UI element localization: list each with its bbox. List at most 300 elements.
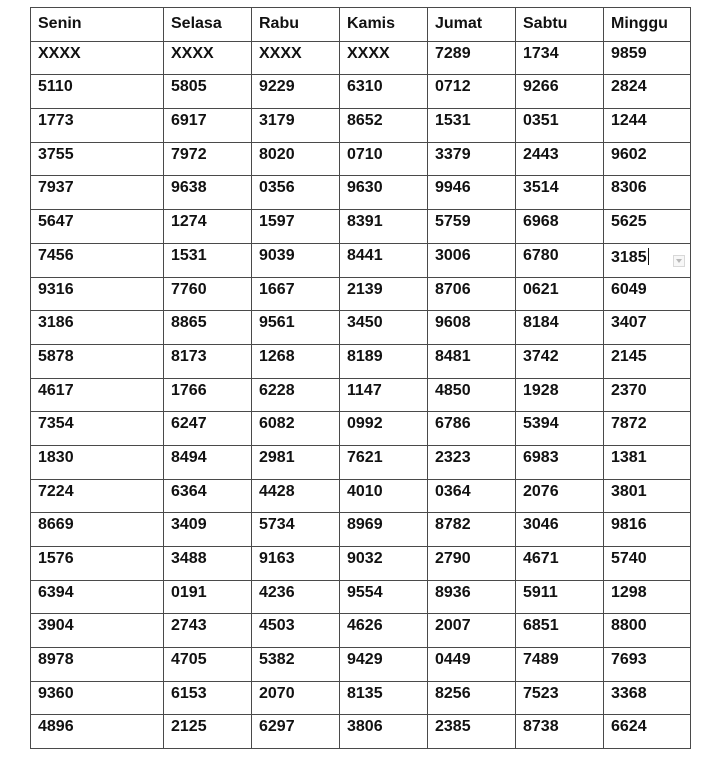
table-cell[interactable] bbox=[31, 547, 164, 581]
cell-value: 5911 bbox=[523, 583, 558, 601]
cell-value: 2145 bbox=[611, 347, 647, 365]
table-cell[interactable] bbox=[604, 142, 691, 176]
cell-value: 5394 bbox=[523, 415, 559, 433]
table-cell[interactable] bbox=[252, 715, 340, 749]
cell-value: 6228 bbox=[259, 381, 295, 399]
cell-value: 9859 bbox=[611, 44, 647, 62]
cell-value: 8782 bbox=[435, 516, 471, 534]
table-row bbox=[31, 445, 691, 479]
cell-value: 2443 bbox=[523, 145, 559, 163]
weekly-number-table bbox=[30, 7, 691, 749]
table-cell[interactable] bbox=[516, 109, 604, 143]
header-sabtu[interactable]: Sabtu bbox=[516, 8, 604, 42]
table-cell[interactable] bbox=[604, 445, 691, 479]
cell-value: 9429 bbox=[347, 651, 383, 669]
table-cell[interactable] bbox=[252, 210, 340, 244]
table-cell[interactable] bbox=[252, 412, 340, 446]
cell-value: 7224 bbox=[38, 482, 74, 500]
table-cell[interactable] bbox=[516, 715, 604, 749]
table-cell[interactable] bbox=[340, 614, 428, 648]
table-cell[interactable] bbox=[31, 311, 164, 345]
cell-value: 6394 bbox=[38, 583, 74, 601]
table-row bbox=[31, 277, 691, 311]
cell-value: 9032 bbox=[347, 550, 383, 567]
table-cell[interactable] bbox=[31, 715, 164, 749]
cell-value: 2007 bbox=[435, 617, 471, 635]
cell-value: 3755 bbox=[38, 145, 74, 163]
cell-value: 3379 bbox=[435, 145, 471, 163]
table-cell[interactable] bbox=[340, 75, 428, 109]
cell-value: 8135 bbox=[347, 684, 383, 702]
table-cell[interactable] bbox=[252, 277, 340, 311]
table-cell[interactable] bbox=[164, 614, 252, 648]
table-cell[interactable] bbox=[340, 445, 428, 479]
table-cell[interactable] bbox=[252, 311, 340, 345]
cell-value: 8738 bbox=[523, 718, 559, 736]
cell-value: 6968 bbox=[523, 213, 559, 231]
cell-value: 3046 bbox=[523, 516, 559, 534]
cell-value: 5110 bbox=[38, 78, 73, 96]
table-cell[interactable] bbox=[164, 142, 252, 176]
cell-value: 1766 bbox=[171, 381, 207, 399]
table-cell[interactable] bbox=[428, 243, 516, 277]
cell-value: 2385 bbox=[435, 718, 471, 736]
table-cell[interactable] bbox=[604, 412, 691, 446]
table-cell[interactable] bbox=[252, 75, 340, 109]
cell-value: 6153 bbox=[171, 684, 207, 702]
cell-value: 9266 bbox=[523, 78, 559, 96]
cell-value: 1244 bbox=[611, 112, 647, 130]
header-rabu[interactable]: Rabu bbox=[252, 8, 340, 42]
table-cell[interactable] bbox=[252, 142, 340, 176]
cell-value: 8652 bbox=[347, 112, 383, 130]
cell-value: 5734 bbox=[259, 516, 295, 534]
table-cell[interactable] bbox=[428, 277, 516, 311]
cell-value: 7972 bbox=[171, 145, 207, 163]
table-cell[interactable] bbox=[252, 513, 340, 547]
cell-value: 9360 bbox=[38, 684, 74, 702]
table-cell[interactable] bbox=[340, 547, 428, 581]
cell-value: 1381 bbox=[611, 448, 647, 466]
cell-value: 3801 bbox=[611, 482, 647, 500]
cell-value: 5647 bbox=[38, 213, 74, 231]
cell-value: 4503 bbox=[259, 617, 295, 635]
cell-value: 4617 bbox=[38, 381, 74, 399]
cell-value: 3514 bbox=[523, 179, 559, 197]
cell-value: 2824 bbox=[611, 78, 647, 96]
cell-value: 2981 bbox=[259, 448, 295, 466]
cell-value: 8969 bbox=[347, 516, 383, 534]
table-row bbox=[31, 109, 691, 143]
cell-value: 2076 bbox=[523, 482, 559, 500]
cell-value: 7289 bbox=[435, 44, 471, 62]
cell-value: 1773 bbox=[38, 112, 74, 130]
table-cell[interactable] bbox=[428, 142, 516, 176]
table-cell[interactable] bbox=[516, 277, 604, 311]
cell-value: 8978 bbox=[38, 651, 74, 669]
table-row bbox=[31, 412, 691, 446]
table-cell[interactable] bbox=[428, 614, 516, 648]
table-row bbox=[31, 75, 691, 109]
table-cell[interactable] bbox=[164, 479, 252, 513]
table-cell[interactable] bbox=[604, 715, 691, 749]
table-cell[interactable] bbox=[340, 648, 428, 682]
table-cell[interactable] bbox=[428, 412, 516, 446]
table-cell[interactable] bbox=[31, 378, 164, 412]
table-cell[interactable] bbox=[31, 243, 164, 277]
table-cell[interactable] bbox=[604, 479, 691, 513]
table-cell[interactable] bbox=[428, 445, 516, 479]
cell-value: 1928 bbox=[523, 381, 559, 399]
cell-value: 3407 bbox=[611, 314, 647, 332]
table-row bbox=[31, 210, 691, 244]
cell-value: 0992 bbox=[347, 415, 383, 433]
table-cell[interactable] bbox=[31, 176, 164, 210]
table-cell[interactable] bbox=[340, 580, 428, 614]
cell-value: 8391 bbox=[347, 213, 383, 231]
table-cell[interactable] bbox=[164, 75, 252, 109]
table-cell[interactable] bbox=[516, 378, 604, 412]
text-cursor bbox=[648, 248, 649, 265]
cell-value: 1274 bbox=[171, 213, 207, 231]
cell-value: XXXX bbox=[259, 44, 302, 62]
cell-value: 9316 bbox=[38, 280, 74, 298]
table-cell[interactable] bbox=[516, 479, 604, 513]
header-jumat[interactable]: Jumat bbox=[428, 8, 516, 42]
table-cell[interactable] bbox=[31, 580, 164, 614]
cell-value: 6310 bbox=[347, 78, 383, 96]
table-cell[interactable] bbox=[340, 681, 428, 715]
table-cell[interactable] bbox=[252, 445, 340, 479]
table-cell[interactable] bbox=[252, 547, 340, 581]
cell-value: 3742 bbox=[523, 347, 559, 365]
table-cell[interactable] bbox=[428, 210, 516, 244]
table-cell[interactable] bbox=[31, 412, 164, 446]
table-cell[interactable] bbox=[252, 176, 340, 210]
table-row bbox=[31, 142, 691, 176]
cell-value: 1830 bbox=[38, 448, 74, 466]
table-row bbox=[31, 41, 691, 75]
table-cell[interactable] bbox=[604, 311, 691, 345]
table-cell[interactable] bbox=[340, 311, 428, 345]
table-cell[interactable] bbox=[31, 445, 164, 479]
cell-value: 7489 bbox=[523, 651, 559, 669]
cell-value: 6082 bbox=[259, 415, 295, 433]
table-cell[interactable] bbox=[31, 479, 164, 513]
table-cell[interactable] bbox=[31, 41, 164, 75]
cell-value: 5805 bbox=[171, 78, 207, 96]
table-cell[interactable] bbox=[516, 176, 604, 210]
cell-value: 1576 bbox=[38, 550, 74, 567]
table-cell[interactable] bbox=[164, 176, 252, 210]
table-cell[interactable] bbox=[252, 41, 340, 75]
table-cell[interactable] bbox=[252, 648, 340, 682]
table-row bbox=[31, 547, 691, 581]
table-cell[interactable] bbox=[164, 681, 252, 715]
cell-value: 5625 bbox=[611, 213, 647, 231]
table-cell[interactable] bbox=[340, 142, 428, 176]
cell-value: 1597 bbox=[259, 213, 295, 231]
table-cell[interactable] bbox=[428, 378, 516, 412]
cell-value: 6786 bbox=[435, 415, 471, 433]
cell-value: 1268 bbox=[259, 347, 295, 365]
cell-value: 7693 bbox=[611, 651, 647, 669]
table-cell[interactable] bbox=[516, 681, 604, 715]
table-cell[interactable] bbox=[164, 378, 252, 412]
table-cell[interactable] bbox=[516, 243, 604, 277]
table-cell[interactable] bbox=[516, 513, 604, 547]
table-row bbox=[31, 715, 691, 749]
table-cell[interactable] bbox=[340, 412, 428, 446]
header-senin[interactable]: Senin bbox=[31, 8, 164, 42]
cell-value: 8669 bbox=[38, 516, 74, 534]
table-cell[interactable] bbox=[604, 378, 691, 412]
table-cell[interactable] bbox=[340, 210, 428, 244]
cell-value: 3185 bbox=[611, 248, 647, 266]
table-cell[interactable] bbox=[604, 681, 691, 715]
table-cell[interactable] bbox=[252, 614, 340, 648]
table-cell[interactable] bbox=[164, 311, 252, 345]
cell-value: 5759 bbox=[435, 213, 471, 231]
cell-value: 4626 bbox=[347, 617, 383, 635]
cell-value: 9638 bbox=[171, 179, 207, 197]
table-cell[interactable] bbox=[428, 109, 516, 143]
table-cell[interactable] bbox=[164, 109, 252, 143]
table-cell[interactable] bbox=[252, 243, 340, 277]
table-cell[interactable] bbox=[164, 41, 252, 75]
table-cell[interactable] bbox=[252, 344, 340, 378]
cell-value: 6851 bbox=[523, 617, 559, 635]
cell-value: 1147 bbox=[347, 381, 382, 399]
table-cell[interactable] bbox=[252, 378, 340, 412]
table-cell[interactable] bbox=[428, 513, 516, 547]
cell-value: 2323 bbox=[435, 448, 471, 466]
table-cell[interactable] bbox=[428, 176, 516, 210]
table-cell[interactable] bbox=[604, 75, 691, 109]
cell-value: 9602 bbox=[611, 145, 647, 163]
cell-value: 1531 bbox=[435, 112, 471, 130]
table-cell[interactable] bbox=[252, 580, 340, 614]
table-cell[interactable] bbox=[516, 41, 604, 75]
cell-value: 3488 bbox=[171, 550, 207, 567]
table-cell[interactable] bbox=[340, 41, 428, 75]
cell-value: 3186 bbox=[38, 314, 74, 332]
table-cell[interactable] bbox=[164, 243, 252, 277]
header-selasa[interactable]: Selasa bbox=[164, 8, 252, 42]
cell-value: 7523 bbox=[523, 684, 559, 702]
cell-value: 2070 bbox=[259, 684, 295, 702]
cell-value: 2125 bbox=[171, 718, 207, 736]
table-cell[interactable] bbox=[340, 344, 428, 378]
table-cell[interactable] bbox=[164, 344, 252, 378]
dropdown-arrow-icon[interactable] bbox=[673, 255, 685, 267]
table-cell[interactable] bbox=[428, 41, 516, 75]
table-cell[interactable] bbox=[428, 311, 516, 345]
table-cell[interactable] bbox=[31, 109, 164, 143]
cell-value: 6624 bbox=[611, 718, 647, 736]
cell-value: 9816 bbox=[611, 516, 647, 534]
table-cell[interactable] bbox=[516, 580, 604, 614]
cell-value: 9608 bbox=[435, 314, 471, 332]
table-cell[interactable] bbox=[31, 681, 164, 715]
header-minggu[interactable]: Minggu bbox=[604, 8, 691, 42]
cell-value: 3409 bbox=[171, 516, 207, 534]
table-cell[interactable] bbox=[516, 344, 604, 378]
table-cell[interactable] bbox=[428, 681, 516, 715]
table-cell[interactable] bbox=[604, 513, 691, 547]
cell-value: 0621 bbox=[523, 280, 559, 298]
table-row bbox=[31, 580, 691, 614]
cell-value: XXXX bbox=[171, 44, 214, 62]
cell-value: XXXX bbox=[347, 44, 390, 62]
table-cell[interactable] bbox=[604, 580, 691, 614]
table-row bbox=[31, 311, 691, 345]
table-cell[interactable] bbox=[340, 378, 428, 412]
table-cell[interactable] bbox=[428, 580, 516, 614]
cell-value: 6364 bbox=[171, 482, 207, 500]
table-cell[interactable] bbox=[31, 210, 164, 244]
table-cell[interactable] bbox=[340, 513, 428, 547]
table-row bbox=[31, 479, 691, 513]
table-cell[interactable] bbox=[604, 648, 691, 682]
cell-value: 9163 bbox=[259, 550, 295, 567]
cell-value: 7456 bbox=[38, 246, 74, 264]
cell-value: 0351 bbox=[523, 112, 559, 130]
table-cell[interactable] bbox=[340, 277, 428, 311]
cell-value: 7760 bbox=[171, 280, 207, 298]
table-cell[interactable] bbox=[604, 344, 691, 378]
cell-value: 8189 bbox=[347, 347, 383, 365]
table-row bbox=[31, 344, 691, 378]
table-cell[interactable] bbox=[164, 547, 252, 581]
cell-value: 5878 bbox=[38, 347, 74, 365]
cell-value: 8481 bbox=[435, 347, 471, 365]
table-cell[interactable] bbox=[340, 109, 428, 143]
cell-value: 1298 bbox=[611, 583, 647, 601]
cell-value: 3806 bbox=[347, 718, 383, 736]
table-cell[interactable] bbox=[31, 648, 164, 682]
table-cell[interactable] bbox=[252, 479, 340, 513]
table-cell[interactable] bbox=[604, 176, 691, 210]
cell-value: 8441 bbox=[347, 246, 383, 264]
table-cell[interactable] bbox=[31, 75, 164, 109]
table-cell[interactable] bbox=[516, 142, 604, 176]
table-cell[interactable] bbox=[428, 75, 516, 109]
table-cell[interactable] bbox=[31, 513, 164, 547]
table-cell[interactable] bbox=[31, 614, 164, 648]
table-cell[interactable] bbox=[340, 243, 428, 277]
header-kamis[interactable]: Kamis bbox=[340, 8, 428, 42]
cell-value: 6297 bbox=[259, 718, 295, 736]
table-cell[interactable] bbox=[516, 311, 604, 345]
cell-value: 3450 bbox=[347, 314, 383, 332]
table-cell[interactable] bbox=[604, 277, 691, 311]
table-cell[interactable] bbox=[340, 176, 428, 210]
cell-value: 0364 bbox=[435, 482, 471, 500]
table-cell[interactable] bbox=[164, 648, 252, 682]
cell-value: 0712 bbox=[435, 78, 471, 96]
cell-value: XXXX bbox=[38, 44, 81, 62]
cell-value: 4705 bbox=[171, 651, 207, 669]
table-cell[interactable] bbox=[516, 648, 604, 682]
table-row bbox=[31, 614, 691, 648]
cell-value: 1734 bbox=[523, 44, 559, 62]
table-cell[interactable] bbox=[164, 210, 252, 244]
table-cell[interactable] bbox=[604, 109, 691, 143]
table-cell[interactable] bbox=[516, 614, 604, 648]
cell-value: 0356 bbox=[259, 179, 295, 197]
table-cell[interactable] bbox=[428, 715, 516, 749]
table-cell[interactable] bbox=[164, 715, 252, 749]
table-cell[interactable] bbox=[428, 479, 516, 513]
table-cell[interactable] bbox=[252, 681, 340, 715]
cell-value: 4010 bbox=[347, 482, 383, 500]
cell-value: 8256 bbox=[435, 684, 471, 702]
table-cell[interactable] bbox=[164, 445, 252, 479]
table-cell[interactable] bbox=[516, 412, 604, 446]
table-cell[interactable] bbox=[164, 513, 252, 547]
cell-value: 6780 bbox=[523, 246, 559, 264]
cell-value: 4428 bbox=[259, 482, 295, 500]
cell-value: 1531 bbox=[171, 246, 207, 264]
table-cell[interactable] bbox=[516, 210, 604, 244]
table-cell[interactable] bbox=[31, 142, 164, 176]
cell-value: 3006 bbox=[435, 246, 471, 264]
cell-value: 5740 bbox=[611, 550, 647, 567]
cell-value: 3179 bbox=[259, 112, 295, 130]
table-cell[interactable] bbox=[340, 715, 428, 749]
cell-value: 4896 bbox=[38, 718, 74, 736]
table-cell[interactable] bbox=[516, 445, 604, 479]
table-cell[interactable] bbox=[604, 547, 691, 581]
table-cell[interactable] bbox=[428, 547, 516, 581]
cell-value: 8020 bbox=[259, 145, 295, 163]
table-cell[interactable] bbox=[604, 41, 691, 75]
cell-value: 0710 bbox=[347, 145, 383, 163]
table-cell[interactable] bbox=[252, 109, 340, 143]
table-cell[interactable] bbox=[516, 547, 604, 581]
cell-value: 7937 bbox=[38, 179, 74, 197]
cell-value: 9554 bbox=[347, 583, 383, 601]
table-cell[interactable] bbox=[516, 75, 604, 109]
table-row bbox=[31, 176, 691, 210]
cell-value: 2139 bbox=[347, 280, 383, 298]
cell-value: 4671 bbox=[523, 550, 559, 567]
cell-value: 2790 bbox=[435, 550, 471, 567]
table-cell[interactable] bbox=[31, 344, 164, 378]
table-cell[interactable] bbox=[164, 580, 252, 614]
table-cell[interactable] bbox=[428, 648, 516, 682]
table-cell[interactable] bbox=[428, 344, 516, 378]
table-cell[interactable] bbox=[604, 614, 691, 648]
table-cell[interactable] bbox=[604, 210, 691, 244]
cell-value: 8306 bbox=[611, 179, 647, 197]
table-cell[interactable] bbox=[31, 277, 164, 311]
cell-value: 2743 bbox=[171, 617, 207, 635]
cell-value: 6049 bbox=[611, 280, 647, 298]
cell-value: 6917 bbox=[171, 112, 207, 130]
cell-value: 8494 bbox=[171, 448, 207, 466]
table-cell[interactable] bbox=[340, 479, 428, 513]
cell-value: 8865 bbox=[171, 314, 207, 332]
table-row bbox=[31, 648, 691, 682]
cell-value: 9630 bbox=[347, 179, 383, 197]
table-cell[interactable] bbox=[164, 277, 252, 311]
table-cell[interactable] bbox=[164, 412, 252, 446]
cell-value: 6983 bbox=[523, 448, 559, 466]
table-row bbox=[31, 378, 691, 412]
cell-value: 8706 bbox=[435, 280, 471, 298]
